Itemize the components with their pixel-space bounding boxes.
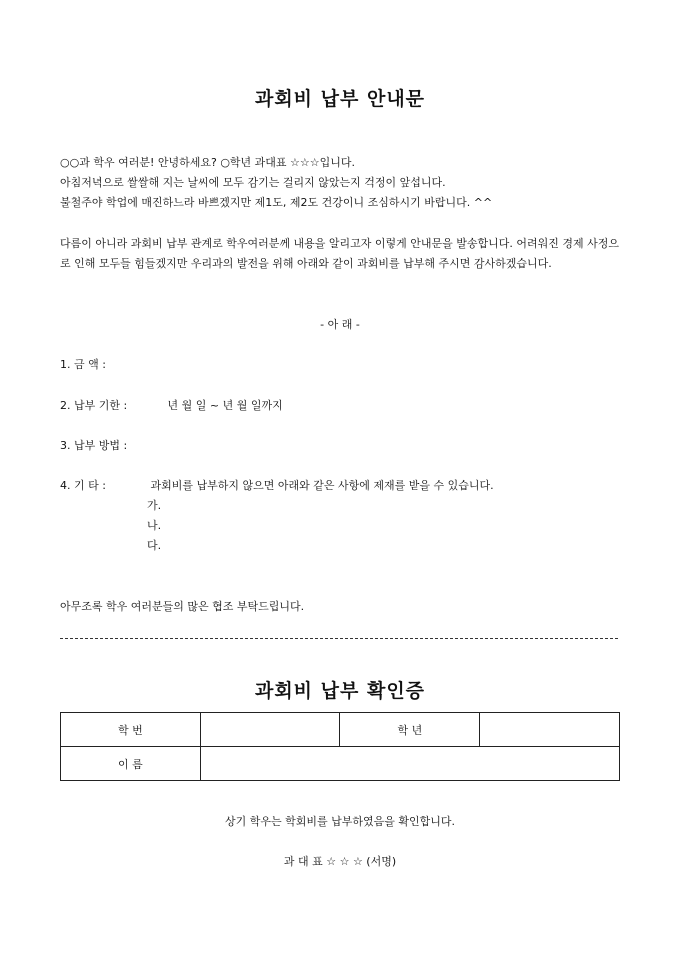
item-label: 3. 납부 방법 :: [60, 439, 128, 452]
student-id-field[interactable]: [200, 713, 340, 747]
item-label: 2. 납부 기한 :: [60, 399, 128, 412]
student-id-label: 학 번: [61, 713, 201, 747]
notice-body: 다름이 아니라 과회비 납부 관계로 학우여러분께 내용을 알리고자 이렇게 안내문을 발송합니다. 어려워진 경제 사정으로 인해 모두들 힘들겠지만 우리과의 발전을 위해 아래와 같이 과회비를 납부해 주시면 감사하겠습니다.: [60, 237, 619, 270]
item-deadline: [60, 397, 283, 413]
table-row: [61, 713, 620, 747]
below-heading: - 아 래 -: [320, 318, 360, 331]
confirmation-title: 과회비 납부 확인증: [254, 680, 426, 702]
greeting-line: 아침저녁으로 쌀쌀해 지는 날씨에 모두 감기는 걸리지 않았는지 걱정이 앞섭니다.: [60, 176, 446, 189]
name-label: 이 름: [61, 747, 201, 781]
signature-line: 과 대 표 ☆ ☆ ☆ (서명): [283, 855, 397, 868]
confirmation-table: [60, 712, 620, 781]
item-amount: [60, 356, 106, 372]
cut-line-divider: [60, 638, 618, 639]
sub-item: 다.: [147, 539, 162, 552]
greeting-paragraph: [60, 153, 625, 213]
item-label: 4. 기 타 :: [60, 479, 106, 492]
sub-item: 나.: [147, 519, 162, 532]
item-other: [60, 477, 494, 493]
grade-label: 학 년: [340, 713, 480, 747]
item-value: 과회비를 납부하지 않으면 아래와 같은 사항에 제재를 받을 수 있습니다.: [150, 479, 494, 492]
table-row: [61, 747, 620, 781]
grade-field[interactable]: [480, 713, 620, 747]
confirmation-statement: 상기 학우는 학회비를 납부하였음을 확인합니다.: [224, 815, 455, 828]
greeting-line: ○○과 학우 여러분! 안녕하세요? ○학년 과대표 ☆☆☆입니다.: [60, 156, 355, 169]
greeting-line: 불철주야 학업에 매진하느라 바쁘겠지만 제1도, 제2도 건강이니 조심하시기 바랍니다. ^^: [60, 196, 493, 209]
sub-item: 가.: [147, 499, 162, 512]
closing-text: 아무조록 학우 여러분들의 많은 협조 부탁드립니다.: [60, 600, 305, 613]
item-method: [60, 437, 127, 453]
notice-title: 과회비 납부 안내문: [254, 88, 426, 110]
notice-paragraph: [60, 234, 625, 274]
item-label: 1. 금 액 :: [60, 358, 106, 371]
item-value: 년 월 일 ~ 년 월 일까지: [167, 399, 283, 412]
name-field[interactable]: [200, 747, 619, 781]
